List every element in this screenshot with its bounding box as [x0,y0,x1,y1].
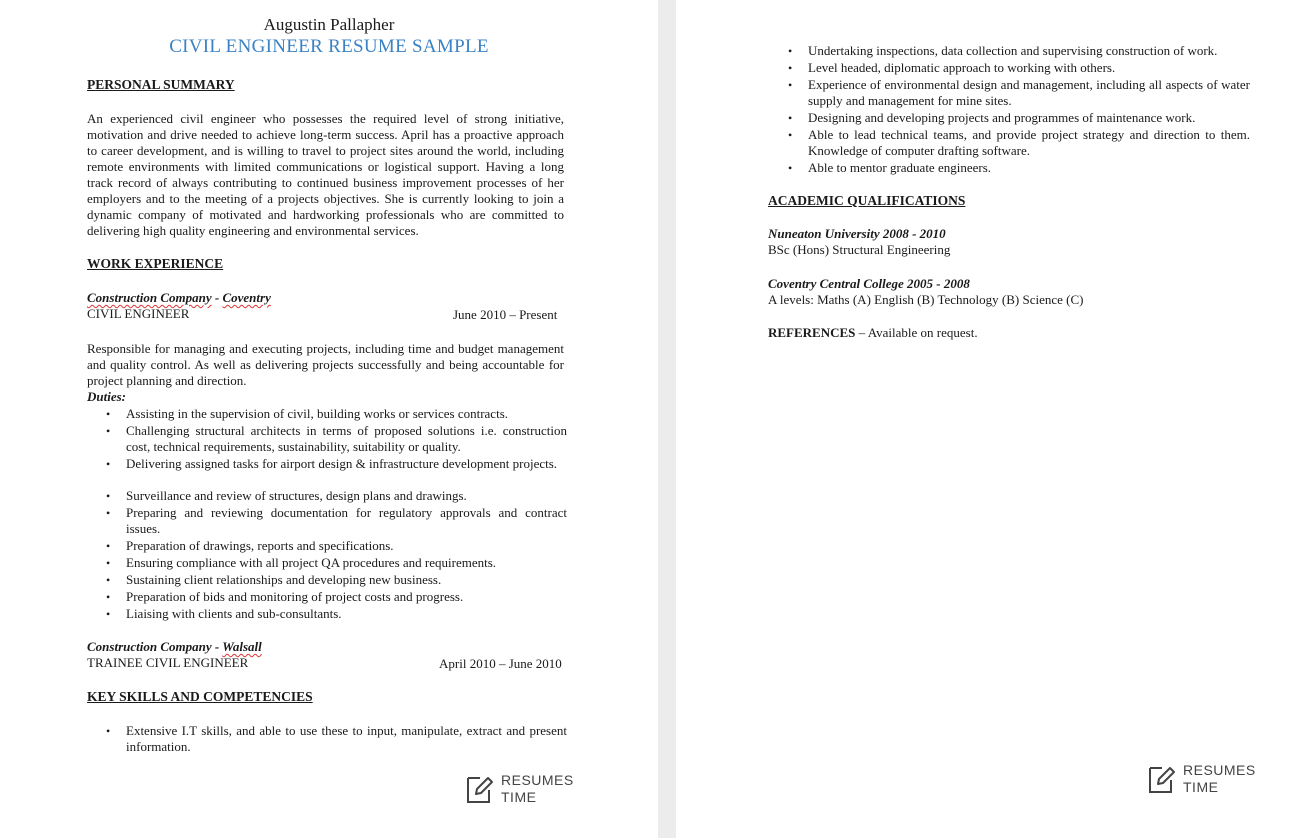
skill-item: • Undertaking inspections, data collection and supervising construction of work. [808,43,1250,59]
duty-item: • Delivering assigned tasks for airport design & infrastructure development projects. [126,456,567,472]
education-2-school: Coventry Central College 2005 - 2008 [768,276,970,291]
document-title: CIVIL ENGINEER RESUME SAMPLE [169,36,489,57]
job2-dates: April 2010 – June 2010 [439,656,562,671]
skill-item: • Extensive I.T skills, and able to use these to input, manipulate, extract and present information. [126,723,567,755]
logo-line-1: RESUMES [1183,762,1256,778]
skill-item: • Able to lead technical teams, and provide project strategy and direction to them. Knowledge of computer drafting software. [808,127,1250,159]
duty-item: • Preparation of bids and monitoring of project costs and progress. [126,589,567,605]
duty-item: • Ensuring compliance with all project QA procedures and requirements. [126,555,567,571]
duty-item: • Assisting in the supervision of civil, building works or services contracts. [126,406,567,422]
logo-line-2: TIME [501,789,537,805]
skill-item: • Level headed, diplomatic approach to working with others. [808,60,1250,76]
job2-location: Walsall [222,639,262,654]
references-text: – Available on request. [855,325,978,340]
skill-item: • Able to mentor graduate engineers. [808,160,1250,176]
duties-label: Duties: [87,389,126,404]
job2-separator: - [211,639,223,654]
key-skills-heading: KEY SKILLS AND COMPETENCIES [87,689,313,704]
edit-icon [465,773,495,805]
personal-summary-heading: PERSONAL SUMMARY [87,77,235,92]
job1-description: Responsible for managing and executing projects, including time and budget management and quality control. As well as delivering projects successfully and being accountable for project planning and direction. [87,341,564,388]
job1-separator: - [211,290,223,305]
duties-list [126,406,567,623]
job1-company-name: Construction Company [87,290,212,305]
skills-list [126,723,567,756]
resumes-time-logo [465,772,574,806]
duty-item: • Challenging structural architects in terms of proposed solutions i.e. construction cost, technical requirements, sustainability, suitability or quality. [126,423,567,455]
duty-item: • Liaising with clients and sub-consultants. [126,606,567,622]
duty-item: • Surveillance and review of structures, design plans and drawings. [126,488,567,504]
edit-icon [1147,763,1177,795]
resumes-time-logo [1147,762,1256,796]
page-gutter [658,0,676,838]
job1-company [87,290,271,306]
references-line [768,325,978,341]
education-2-degree: A levels: Maths (A) English (B) Technology (B) Science (C) [768,292,1084,307]
job1-dates: June 2010 – Present [453,307,558,322]
education-1-degree: BSc (Hons) Structural Engineering [768,242,951,257]
skill-item: • Designing and developing projects and programmes of maintenance work. [808,110,1250,126]
education-1-school: Nuneaton University 2008 - 2010 [768,226,946,241]
job1-location: Coventry [222,290,271,305]
references-label: REFERENCES [768,325,856,340]
logo-line-2: TIME [1183,779,1219,795]
duty-item: • Sustaining client relationships and developing new business. [126,572,567,588]
job1-role: CIVIL ENGINEER [87,306,190,321]
duty-item: • Preparing and reviewing documentation for regulatory approvals and contract issues. [126,505,567,537]
logo-line-1: RESUMES [501,772,574,788]
duty-item: • Preparation of drawings, reports and specifications. [126,538,567,554]
work-experience-heading: WORK EXPERIENCE [87,256,224,271]
skills-continued-list [808,43,1250,177]
job2-role: TRAINEE CIVIL ENGINEER [87,655,249,670]
job2-company [87,639,262,655]
academic-qualifications-heading: ACADEMIC QUALIFICATIONS [768,193,966,208]
job2-company-name: Construction Company [87,639,212,654]
skill-item: • Experience of environmental design and management, including all aspects of water supply and management for mine sites. [808,77,1250,109]
personal-summary-text: An experienced civil engineer who possesses the required level of strong initiative, motivation and drive needed to achieve long-term success. April has a proactive approach to career development, and is willing to travel to project sites around the world, including remote environments with limited communications or logistical support. Having a long track record of always contributing to continued business improvement processes of her employers and to the meeting of a projects objectives. She is currently looking to join a dynamic company of motivated and hardworking professionals who are committed to delivering high quality engineering and environmental services. [87,111,564,238]
candidate-name: Augustin Pallapher [263,15,395,34]
resume-page-2 [676,0,1314,838]
